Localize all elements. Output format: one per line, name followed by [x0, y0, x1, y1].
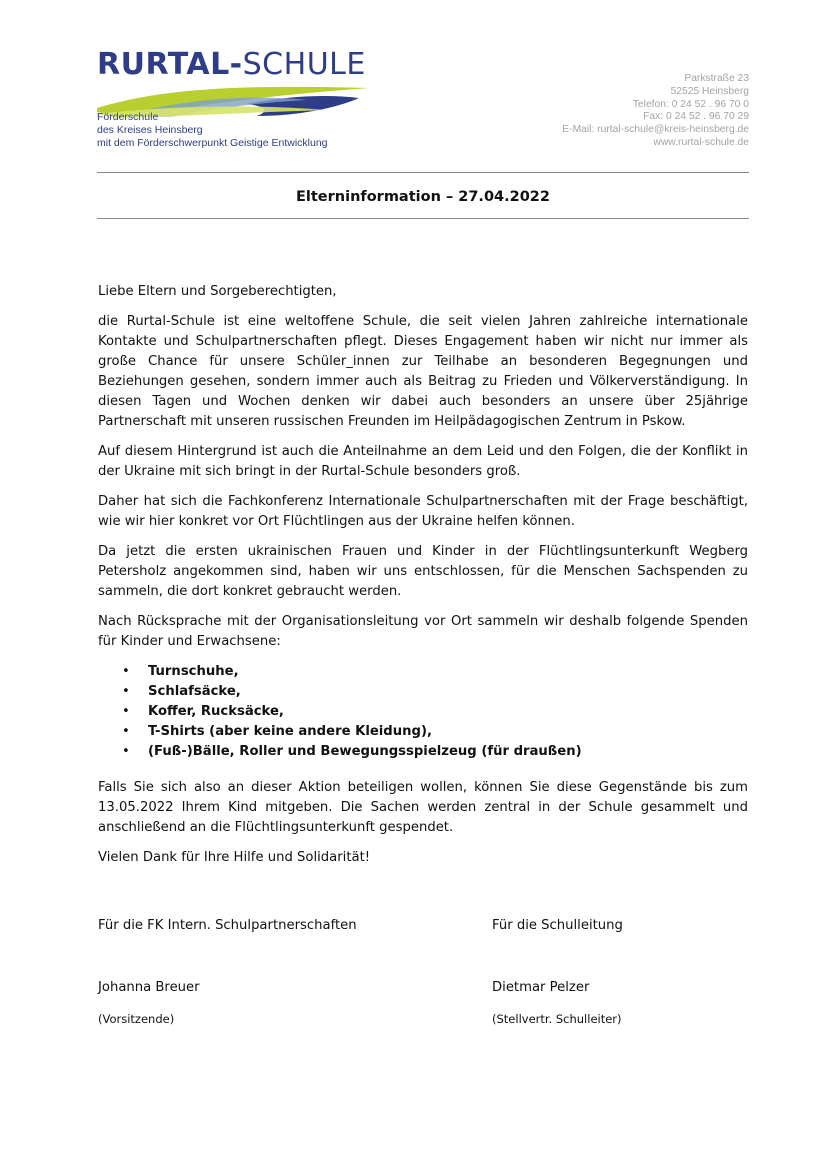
signature-left-title: (Vorsitzende) — [98, 1012, 175, 1026]
donation-item-text: Turnschuhe, — [148, 664, 239, 679]
contact-block — [562, 73, 749, 150]
signature-right-name: Dietmar Pelzer — [492, 980, 590, 995]
signature-left-name: Johanna Breuer — [98, 980, 200, 995]
bullet-icon: • — [122, 744, 130, 759]
list-item — [122, 662, 748, 682]
bullet-icon: • — [122, 704, 130, 719]
list-item — [122, 682, 748, 702]
paragraph: die Rurtal-Schule ist eine weltoffene Schule, die seit vielen Jahren zahlreiche internationale Kontakte und Schulpartnerschaften pflegt. Dieses Engagement haben wir nicht nur immer als große Chance für unsere Schüler_innen zur Teilhabe an besonderen Begegnungen und Beziehungen gesehen, sondern immer auch als Beitrag zu Frieden und Völkerverständigung. In diesen Tagen und Wochen denken wir dabei auch besonders an unsere über 25jährige Partnerschaft mit unseren russischen Freunden im Heilpädagogischen Zentrum in Pskow. — [98, 314, 748, 429]
donation-item-text: Koffer, Rucksäcke, — [148, 704, 284, 719]
signature-right-title: (Stellvertr. Schulleiter) — [492, 1012, 622, 1026]
donation-list — [98, 662, 748, 762]
logo-wordmark-light: SCHULE — [242, 47, 366, 82]
bullet-icon: • — [122, 724, 130, 739]
paragraph: Nach Rücksprache mit der Organisationsleitung vor Ort sammeln wir deshalb folgende Spenden für Kinder und Erwachsene: — [98, 614, 748, 649]
donation-item-text: (Fuß-)Bälle, Roller und Bewegungsspielzeug (für draußen) — [148, 744, 582, 759]
school-logo — [97, 48, 377, 158]
bullet-icon: • — [122, 684, 130, 699]
letter-body — [98, 282, 748, 878]
bullet-icon: • — [122, 664, 130, 679]
contact-fax: Fax: 0 24 52 . 96 70 29 — [643, 111, 749, 123]
logo-subtitle-line-2: des Kreises Heinsberg — [97, 124, 203, 136]
paragraph: Da jetzt die ersten ukrainischen Frauen und Kinder in der Flüchtlingsunterkunft Wegberg Petersholz angekommen sind, haben wir uns entschlossen, für die Menschen Sachspenden zu sammeln, die dort konkret gebraucht werden. — [98, 544, 748, 599]
logo-subtitle-line-1: Förderschule — [97, 111, 159, 123]
donation-item-text: T-Shirts (aber keine andere Kleidung), — [148, 724, 432, 739]
paragraph: Falls Sie sich also an dieser Aktion beteiligen wollen, können Sie diese Gegenstände bis zum 13.05.2022 Ihrem Kind mitgeben. Die Sachen werden zentral in der Schule gesammelt und anschließend an die Flüchtlingsunterkunft gespendet. — [98, 780, 748, 835]
contact-city: 52525 Heinsberg — [670, 85, 749, 97]
list-item — [122, 722, 748, 742]
thank-you-line: Vielen Dank für Ihre Hilfe und Solidarität! — [98, 850, 371, 865]
paragraph: Auf diesem Hintergrund ist auch die Anteilnahme an dem Leid und den Folgen, die der Konflikt in der Ukraine mit sich bringt in der Rurtal-Schule besonders groß. — [98, 444, 748, 479]
header-divider — [97, 172, 749, 173]
logo-wordmark — [97, 48, 366, 82]
logo-subtitle-line-3: mit dem Förderschwerpunkt Geistige Entwicklung — [97, 137, 328, 149]
donation-item-text: Schlafsäcke, — [148, 684, 241, 699]
contact-phone: Telefon: 0 24 52 . 96 70 0 — [632, 98, 749, 110]
list-item — [122, 742, 748, 762]
contact-email: E-Mail: rurtal-schule@kreis-heinsberg.de — [562, 124, 749, 136]
salutation: Liebe Eltern und Sorgeberechtigten, — [98, 284, 337, 299]
signature-left-role: Für die FK Intern. Schulpartnerschaften — [98, 918, 357, 933]
contact-website: www.rurtal-schule.de — [653, 136, 749, 148]
signature-right-role: Für die Schulleitung — [492, 918, 623, 933]
logo-wordmark-bold: RURTAL- — [97, 47, 243, 82]
document-title: Elterninformation – 27.04.2022 — [296, 189, 550, 205]
paragraph: Daher hat sich die Fachkonferenz Internationale Schulpartnerschaften mit der Frage beschäftigt, wie wir hier konkret vor Ort Flüchtlingen aus der Ukraine helfen können. — [98, 494, 748, 529]
list-item — [122, 702, 748, 722]
title-divider — [97, 218, 749, 219]
contact-street: Parkstraße 23 — [684, 73, 749, 84]
